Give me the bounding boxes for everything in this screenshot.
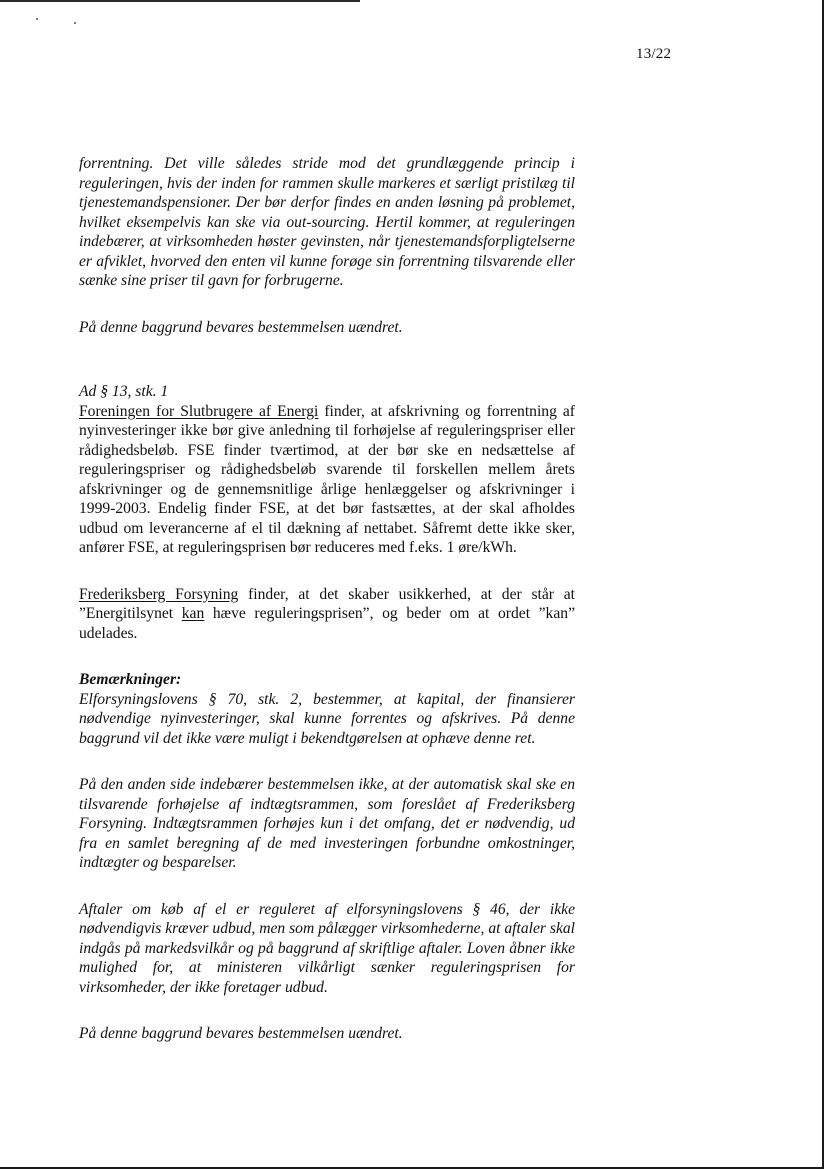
remarks-conclusion: På denne baggrund bevares bestemmelsen uændret. [79,1025,403,1042]
ff-emphasis: kan [181,605,205,622]
ff-text-before: finder, at det skaber usikkerhed, at der står at ”Energitilsynet [79,585,575,622]
scan-speck [74,22,76,24]
ff-text-after: hæve reguleringsprisen”, og beder om at ordet ”kan” udelades. [79,605,575,642]
document-body [79,154,575,1044]
scan-top-rule [0,0,360,2]
ff-org-name: Frederiksberg Forsyning [79,585,239,603]
remarks-paragraph-3: Aftaler om køb af el er reguleret af elforsyningslovens § 46, der ikke nødvendigvis kræver udbud, men som pålægger virksomhederne, at aftaler skal indgås på markedsvilkår og på baggrund af skriftlige aftaler. Loven åbner ikke mulighed for, at ministeren vilkårligt sænker reguleringsprisen for virksomheder, der ikke foretager udbud. [79,900,575,996]
page-number: 13/22 [636,46,672,62]
remarks-paragraph-1: Elforsyningslovens § 70, stk. 2, bestemmer, at kapital, der finansierer nødvendige nyinvesteringer, skal kunne forrentes og afskrives. På denne baggrund vil det ikke være muligt i bekendtgørelsen at ophæve denne ret. [79,690,575,747]
remarks-heading: Bemærkninger: [79,671,182,688]
fse-text: finder, at afskrivning og forrentning af nyinvesteringer ikke bør give anledning til forhøjelse af reguleringspriser eller rådighedsbeløb. FSE finder tværtimod, at der bør ske en nedsættelse af reguleringspriser og rådighedsbeløb svarende til forskellen mellem årets afskrivninger og de gennemsnitlige årlige henlæggelser og afskrivninger i 1999-2003. Endelig finder FSE, at det bør fastsættes, at der skal afholdes udbud om leverancerne af el til dækning af nettabet. Såfremt dette ikke sker, anfører FSE, at reguleringsprisen bør reduceres med f.eks. 1 øre/kWh. [79,402,575,556]
intro-paragraph: forrentning. Det ville således stride mod det grundlæggende princip i reguleringen, hvis der inden for rammen skulle markeres et særligt pristilæg til tjenestemandspensioner. Der bør derfor findes en anden løsning på problemet, hvilket eksempelvis kan ske via out-sourcing. Hertil kommer, at reguleringen indebærer, at virksomheden høster gevinsten, når tjenestemandsforpligtelserne er afviklet, hvorved den enten vil kunne forøge sin forrentning tilsvarende eller sænke sine priser til gavn for forbrugerne. [79,155,575,289]
intro-conclusion: På denne baggrund bevares bestemmelsen uændret. [79,318,403,336]
remarks-paragraph-2: På den anden side indebærer bestemmelsen ikke, at der automatisk skal ske en tilsvarende forhøjelse af indtægtsrammen, som foreslået af Frederiksberg Forsyning. Indtægtsrammen forhøjes kun i det omfang, det er nødvendig, ud fra en samlet beregning af de med investeringen forbundne omkostninger, indtægter og besparelser. [79,776,575,871]
fse-org-name: Foreningen for Slutbrugere af Energi [79,402,319,420]
section-heading: Ad § 13, stk. 1 [79,383,169,400]
ff-paragraph [79,585,575,644]
scan-speck [36,18,38,20]
fse-paragraph [79,402,575,558]
